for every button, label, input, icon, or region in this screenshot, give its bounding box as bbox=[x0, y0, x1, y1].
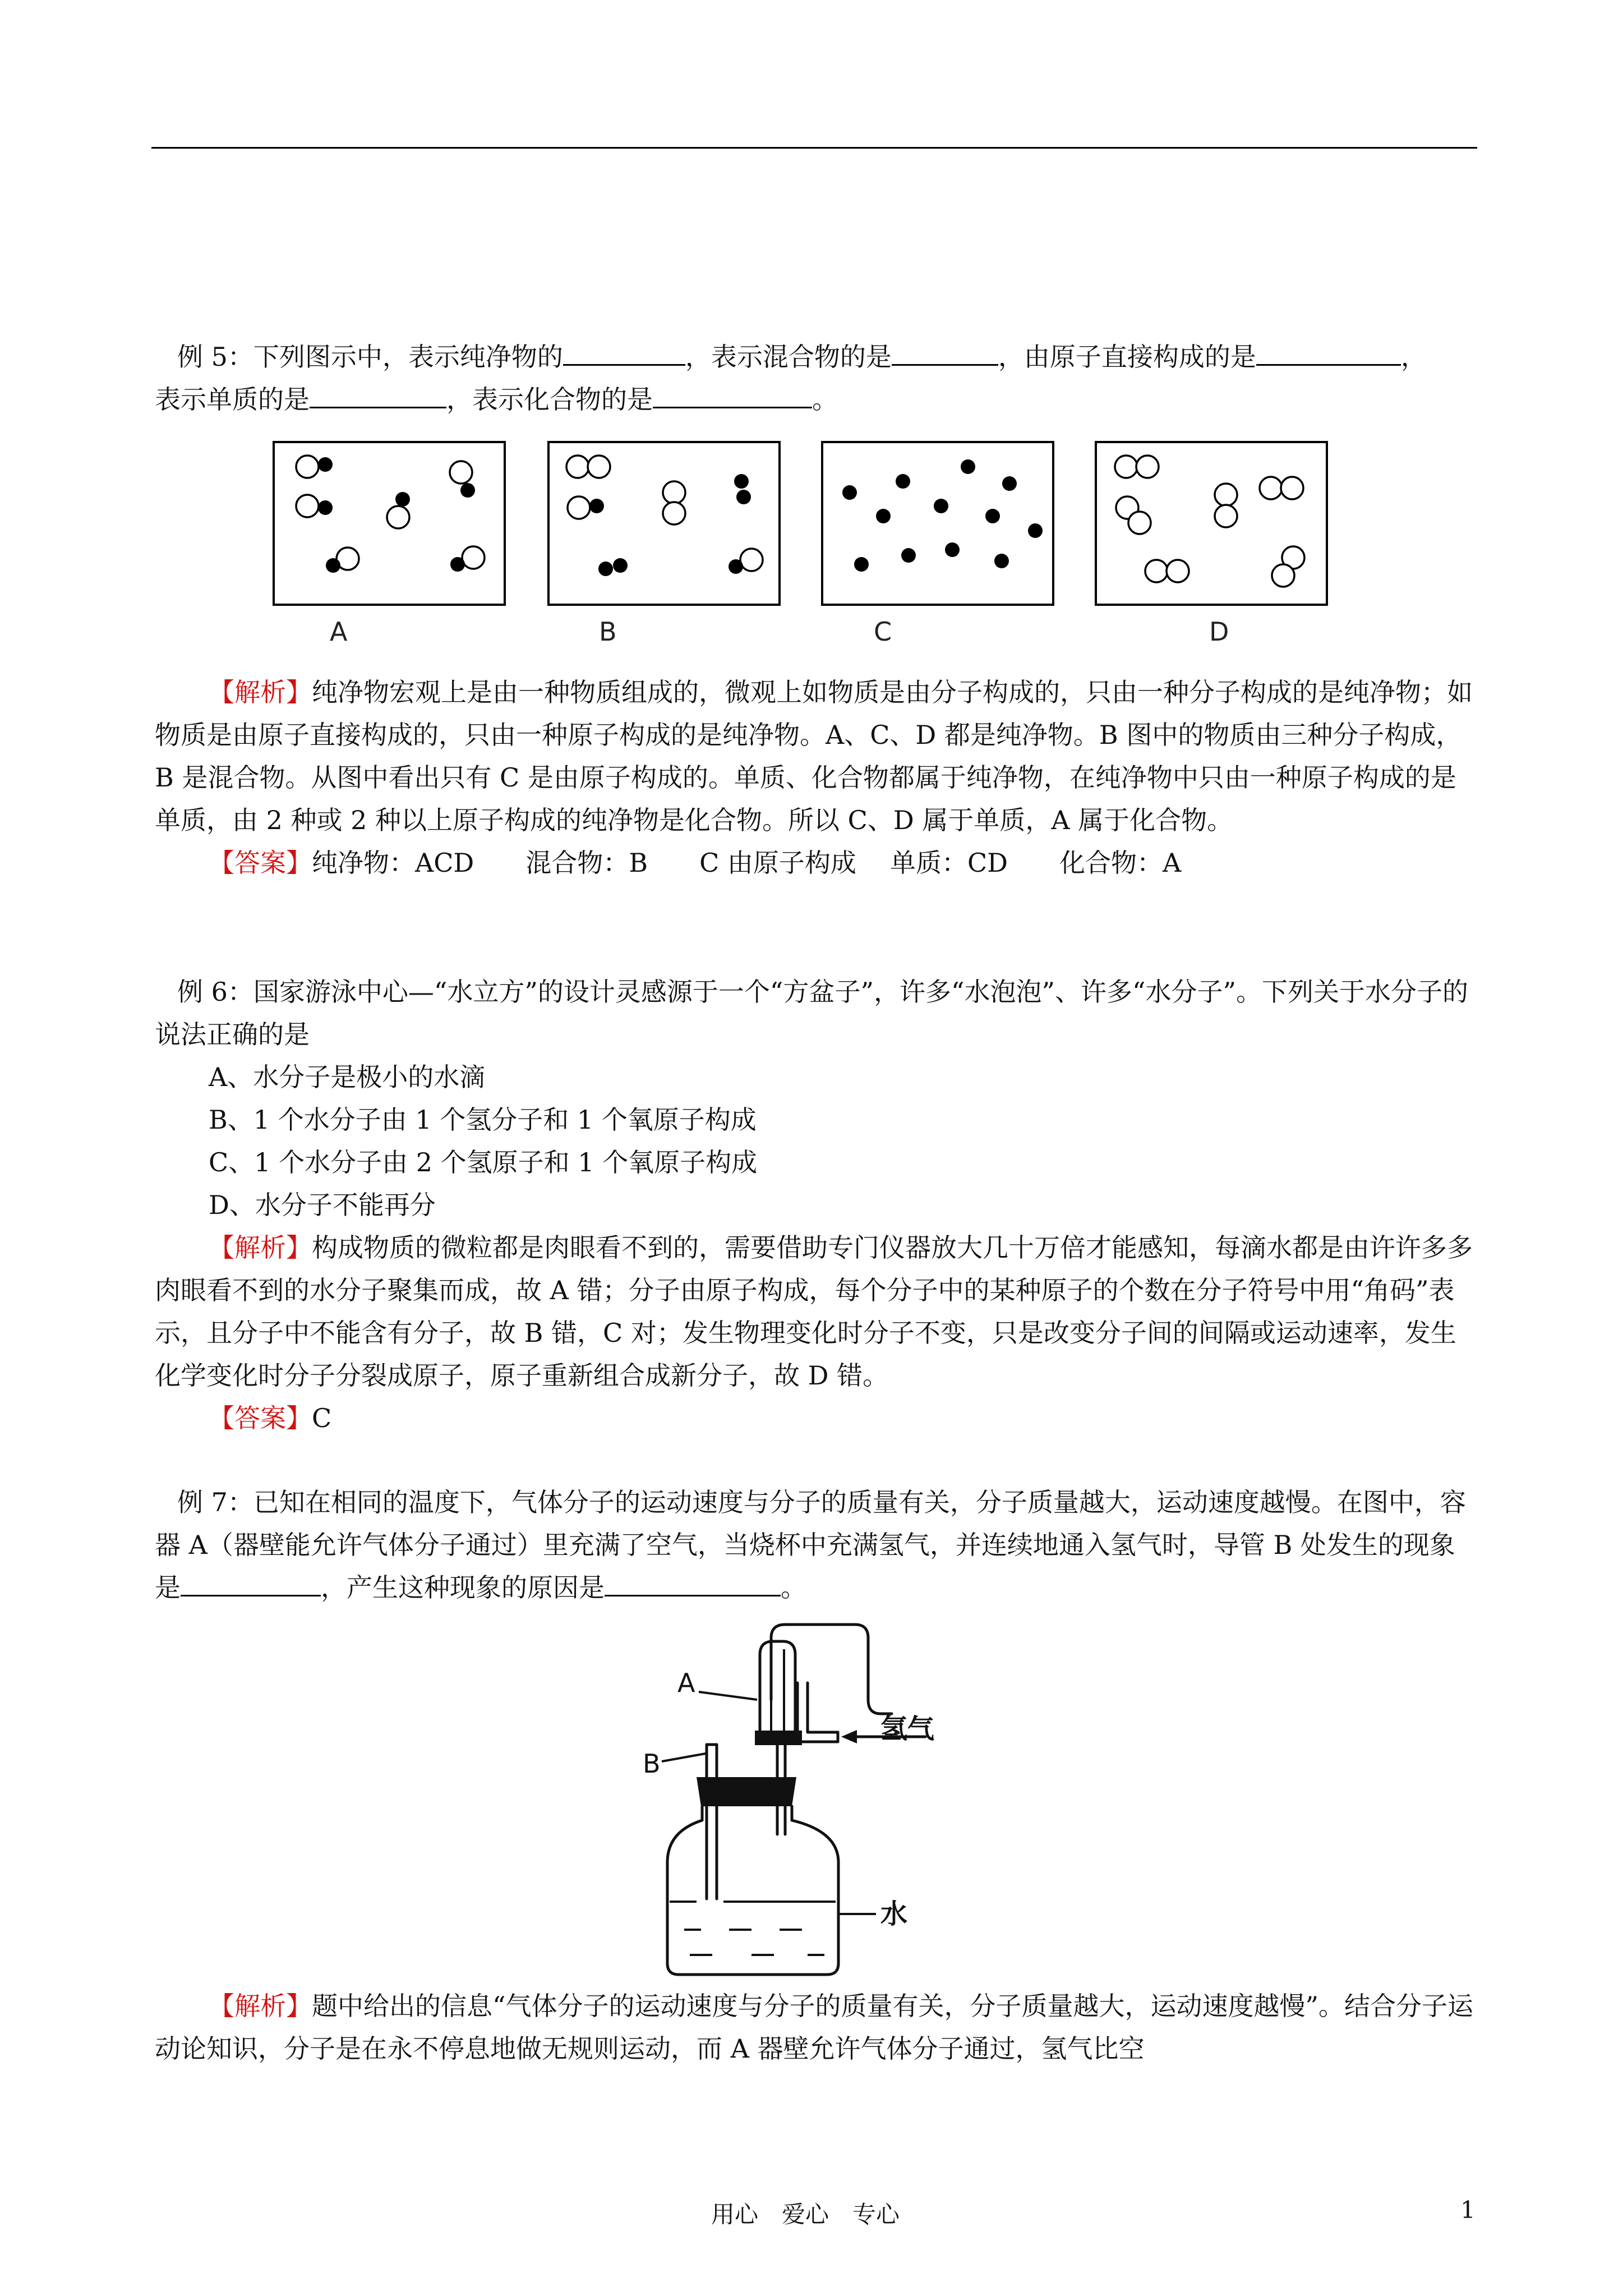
analysis-text: 构成物质的微粒都是肉眼看不到的，需要借助专门仪器放大几十万倍才能感知，每滴水都是由许许多多肉眼看不到的水分子聚集而成，故 A 错；分子由原子构成，每个分子中的某种原子的个数在分子符号中用“角码”表示，且分子中不能含有分子，故 B 错，C 对；发生物理变化时分子不变，只是改变分子间的间隔或运动速率，发生化学变化时分子分裂成原子，原子重新组合成新分子，故 D 错。 bbox=[155, 1232, 1473, 1391]
blank-phenomenon bbox=[181, 1570, 321, 1596]
label-water: 水 bbox=[880, 1898, 908, 1930]
box-a bbox=[274, 442, 505, 647]
answer-compound: 化合物：A bbox=[1059, 848, 1182, 878]
box-b bbox=[548, 442, 780, 647]
ex6-option-d: D、水分子不能再分 bbox=[209, 1190, 436, 1220]
ex6-option-c: C、1 个水分子由 2 个氢原子和 1 个氧原子构成 bbox=[209, 1147, 758, 1177]
answer-text: C bbox=[312, 1403, 332, 1433]
analysis-text: 题中给出的信息“气体分子的运动速度与分子的质量有关，分子质量越大，运动速度越慢”。结合分子运动论知识，分子是在永不停息地做无规则运动，而 A 器壁允许气体分子通过，氢气比空 bbox=[155, 1991, 1474, 2064]
footer-motto: 用心 爱心 专心 bbox=[711, 2201, 900, 2228]
ex6-question: 例 6：国家游泳中心—“水立方”的设计灵感源于一个“方盆子”，许多“水泡泡”、许多“水分子”。下列关于水分子的说法正确的是 bbox=[155, 977, 1469, 1050]
ex5-q-text-1: 例 5：下列图示中，表示纯净物的 bbox=[177, 342, 563, 372]
answer-label: 【答案】 bbox=[209, 848, 312, 878]
ex5-q-text-6: ，表示化合物的是 bbox=[446, 384, 653, 415]
label-a: A bbox=[677, 1668, 695, 1698]
answer-atoms: C 由原子构成 bbox=[699, 848, 856, 878]
ex6-option-a: A、水分子是极小的水滴 bbox=[209, 1062, 486, 1092]
ex6-option-b: B、1 个水分子由 1 个氢分子和 1 个氧原子构成 bbox=[209, 1105, 757, 1135]
analysis-label: 【解析】 bbox=[209, 677, 312, 707]
ex5-q-text-3: ，由原子直接构成的是 bbox=[998, 342, 1256, 372]
blank-pure bbox=[563, 339, 685, 366]
box-c-label: C bbox=[874, 616, 892, 647]
ex5-analysis bbox=[155, 671, 1478, 884]
blank-atoms bbox=[1256, 339, 1401, 366]
box-a-label: A bbox=[330, 616, 348, 647]
box-d-label: D bbox=[1209, 616, 1229, 647]
ex6 bbox=[155, 970, 1478, 1439]
label-hydrogen: 氢气 bbox=[880, 1713, 935, 1745]
ex7-q-text-1: 例 7：已知在相同的温度下，气体分子的运动速度与分子的质量有关，分子质量越大，运动速度越慢。在图中，容器 A（器壁能允许气体分子通过）里充满了空气，当烧杯中充满氢气，并连续地通入氢气时，导管 B 处发生的现象是 bbox=[155, 1487, 1466, 1603]
blank-reason bbox=[605, 1570, 781, 1596]
ex5-q-text-2: ，表示混合物的是 bbox=[685, 342, 892, 372]
ex7-question bbox=[155, 1481, 1478, 1609]
ex7-q-text-3: 。 bbox=[781, 1572, 806, 1603]
ex7-analysis bbox=[155, 1985, 1478, 2070]
answer-label: 【答案】 bbox=[209, 1403, 312, 1433]
blank-compound bbox=[653, 382, 812, 408]
header-rule bbox=[151, 147, 1477, 149]
box-d bbox=[1096, 442, 1327, 647]
analysis-text: 纯净物宏观上是由一种物质组成的，微观上如物质是由分子构成的，只由一种分子构成的是纯净物；如物质是由原子直接构成的，只由一种原子构成的是纯净物。A、C、D 都是纯净物。B 图中的物质由三种分子构成，B 是混合物。从图中看出只有 C 是由原子构成的。单质、化合物都属于纯净物，在纯净物中只由一种原子构成的是单质，由 2 种或 2 种以上原子构成的纯净物是化合物。所以 C、D 属于单质，A 属于化合物。 bbox=[155, 677, 1473, 835]
ex7-q-text-2: ，产生这种现象的原因是 bbox=[321, 1572, 605, 1603]
analysis-label: 【解析】 bbox=[209, 1232, 312, 1263]
blank-mixture bbox=[892, 339, 998, 366]
page-number: 1 bbox=[1460, 2196, 1476, 2224]
analysis-label: 【解析】 bbox=[209, 1991, 312, 2021]
label-b: B bbox=[643, 1749, 661, 1779]
ex5-q-text-4: ， bbox=[1400, 342, 1427, 372]
ex5-answer bbox=[155, 841, 1478, 884]
answer-mixture: 混合物：B bbox=[525, 848, 648, 878]
apparatus-diagram bbox=[645, 1616, 981, 1986]
ex5-q-text-5: 表示单质的是 bbox=[155, 384, 310, 415]
box-c bbox=[822, 442, 1053, 647]
ex5-question bbox=[155, 335, 1478, 421]
blank-element bbox=[310, 382, 446, 408]
answer-pure: 纯净物：ACD bbox=[312, 848, 474, 878]
particle-diagrams bbox=[264, 432, 1385, 656]
box-b-label: B bbox=[599, 616, 617, 647]
answer-element: 单质：CD bbox=[889, 848, 1008, 878]
ex5-q-text-7: 。 bbox=[812, 384, 838, 415]
